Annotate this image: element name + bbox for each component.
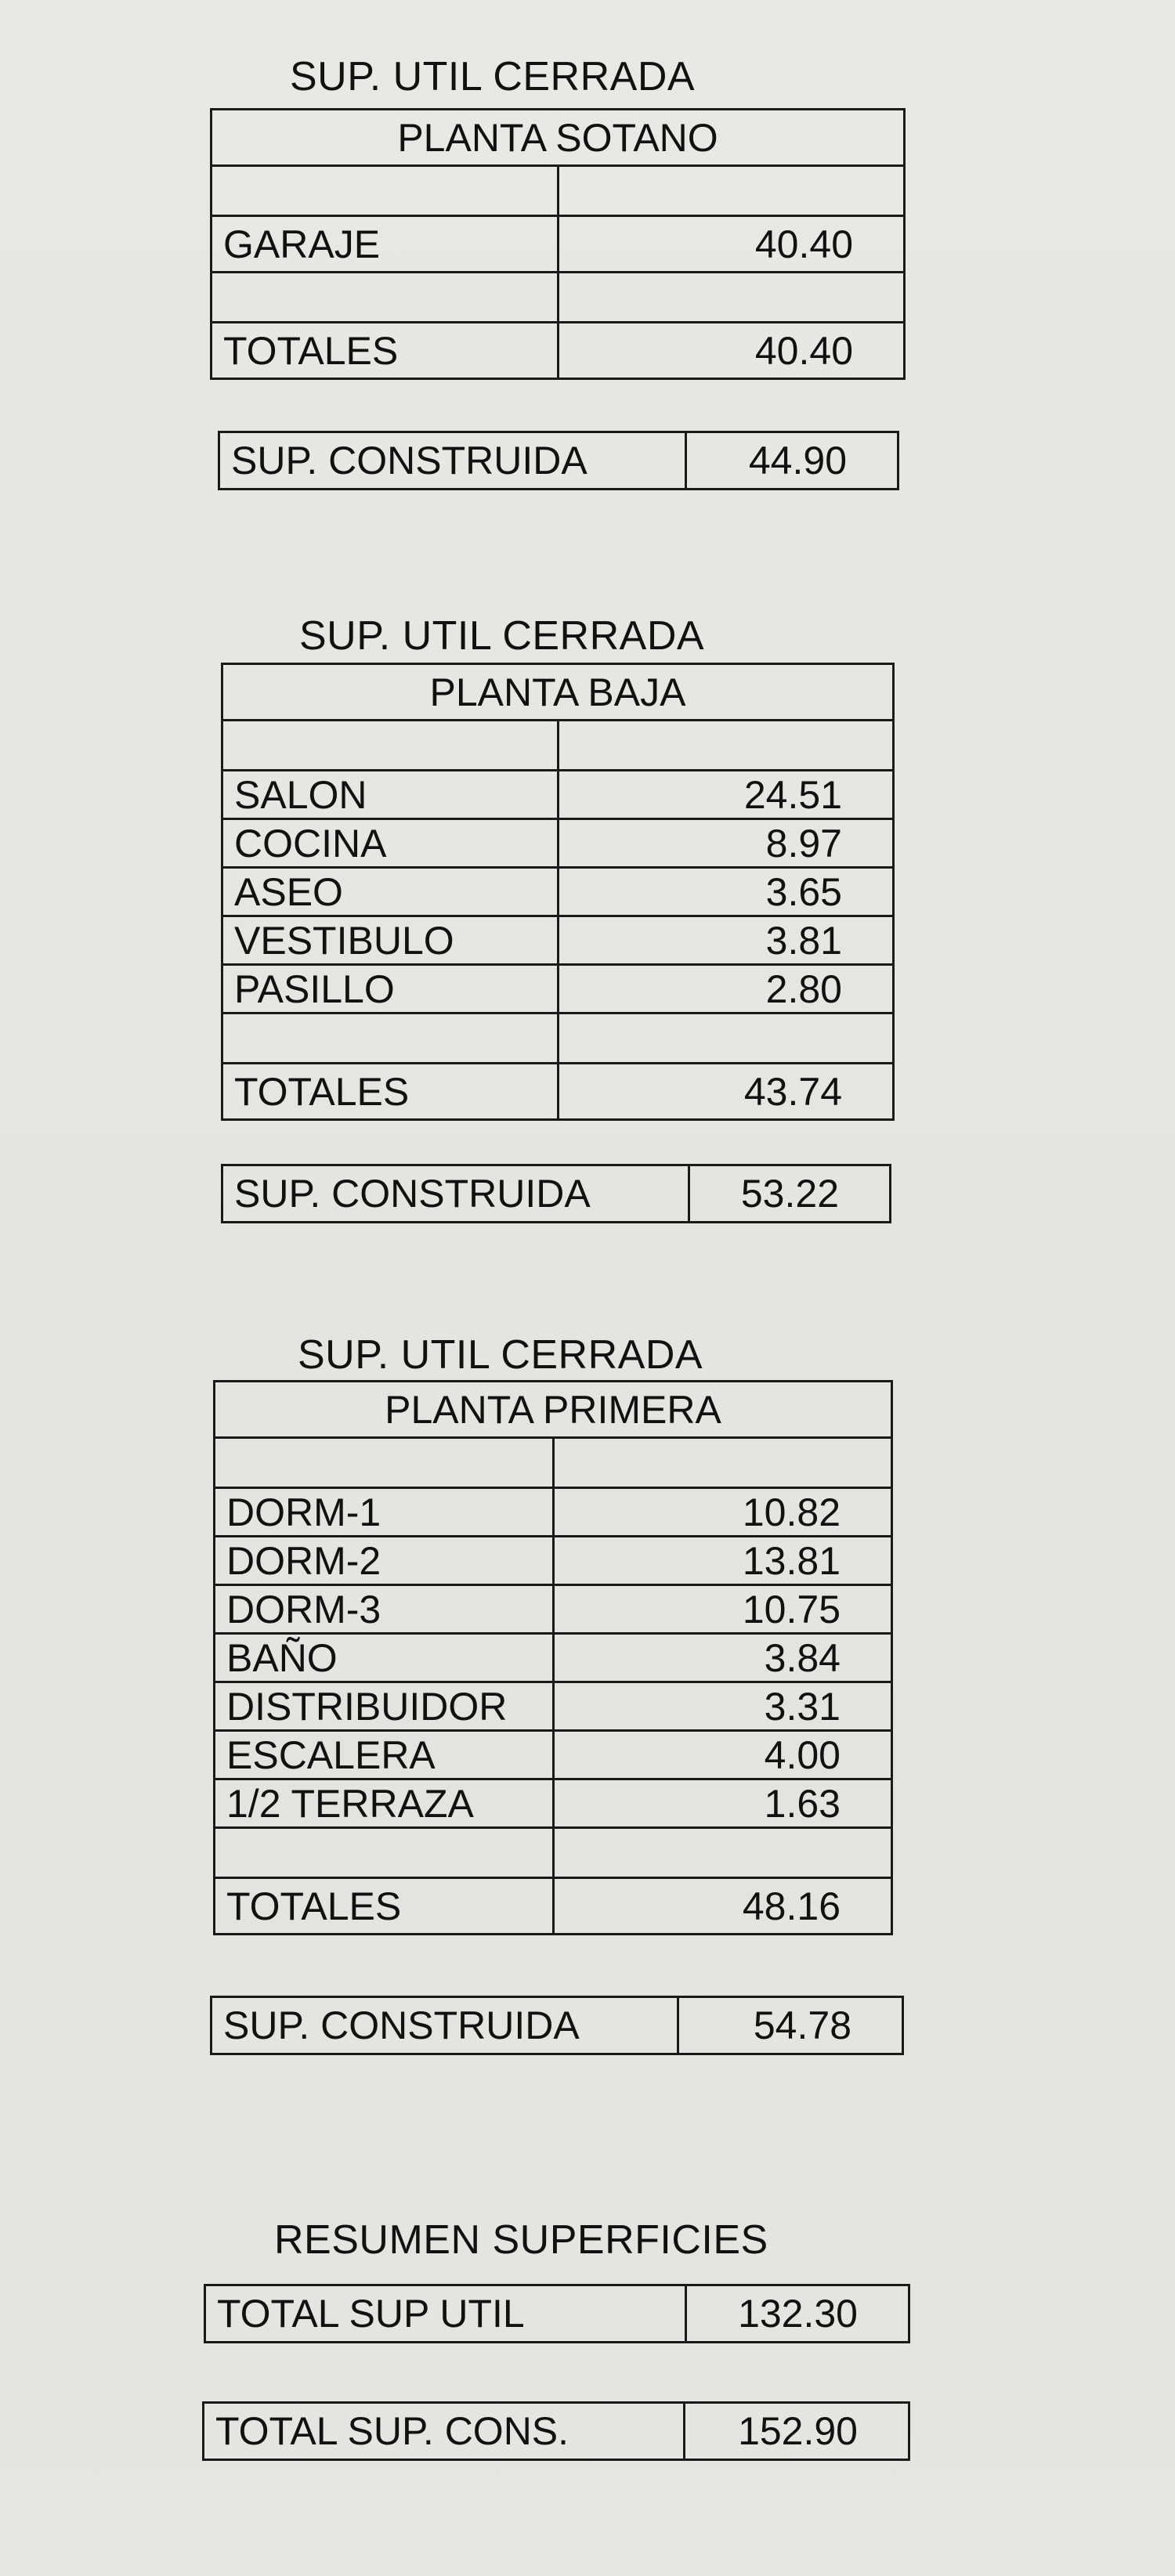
built-area-box: [221, 1164, 891, 1223]
total-util-label: TOTAL SUP UTIL: [206, 2286, 687, 2341]
summary-heading: RESUMEN SUPERFICIES: [274, 2217, 768, 2263]
room-area: 40.40: [558, 216, 905, 273]
floor-title: PLANTA PRIMERA: [215, 1382, 892, 1438]
room-name: DORM-1: [215, 1488, 554, 1537]
section-heading: SUP. UTIL CERRADA: [299, 613, 705, 659]
totals-label: TOTALES: [222, 1064, 559, 1120]
room-area: 2.80: [558, 965, 894, 1013]
built-area-value: 44.90: [748, 439, 847, 482]
floor-title: PLANTA SOTANO: [212, 110, 905, 166]
room-area: 3.31: [553, 1682, 892, 1731]
blank-cell: [558, 166, 905, 216]
blank-cell: [558, 273, 905, 323]
room-area: 3.81: [558, 916, 894, 965]
total-cons-box: [202, 2401, 910, 2461]
blank-cell: [553, 1438, 892, 1488]
room-name: DORM-2: [215, 1537, 554, 1585]
room-area: 24.51: [558, 771, 894, 819]
room-name: SALON: [222, 771, 559, 819]
total-cons-value: 152.90: [738, 2409, 858, 2453]
room-area: 13.81: [553, 1537, 892, 1585]
built-area-value: 54.78: [753, 2003, 851, 2047]
built-area-box: [218, 431, 899, 490]
room-name: ASEO: [222, 868, 559, 916]
built-area-label: SUP. CONSTRUIDA: [220, 433, 687, 488]
room-name: VESTIBULO: [222, 916, 559, 965]
room-area: 10.82: [553, 1488, 892, 1537]
room-name: GARAJE: [212, 216, 559, 273]
area-table-baja: [221, 663, 895, 1121]
totals-value: 43.74: [558, 1064, 894, 1120]
blank-cell: [553, 1828, 892, 1878]
blank-cell: [558, 721, 894, 771]
floor-title: PLANTA BAJA: [222, 664, 894, 721]
section-heading: SUP. UTIL CERRADA: [298, 1332, 703, 1378]
built-area-label: SUP. CONSTRUIDA: [212, 1998, 679, 2053]
area-table-primera: [213, 1380, 893, 1935]
totals-label: TOTALES: [215, 1878, 554, 1935]
blank-cell: [212, 273, 559, 323]
room-area: 3.84: [553, 1634, 892, 1682]
built-area-label: SUP. CONSTRUIDA: [223, 1166, 690, 1221]
blank-cell: [222, 1013, 559, 1064]
room-area: 8.97: [558, 819, 894, 868]
room-name: 1/2 TERRAZA: [215, 1779, 554, 1828]
blank-cell: [212, 166, 559, 216]
room-name: PASILLO: [222, 965, 559, 1013]
room-name: COCINA: [222, 819, 559, 868]
total-util-box: [204, 2284, 910, 2343]
totals-label: TOTALES: [212, 323, 559, 379]
room-name: ESCALERA: [215, 1731, 554, 1779]
built-area-value: 53.22: [740, 1172, 839, 1216]
room-area: 10.75: [553, 1585, 892, 1634]
room-name: DISTRIBUIDOR: [215, 1682, 554, 1731]
area-table-sotano: [210, 108, 906, 380]
room-area: 3.65: [558, 868, 894, 916]
built-area-box: [210, 1996, 904, 2055]
totals-value: 48.16: [553, 1878, 892, 1935]
blank-cell: [215, 1828, 554, 1878]
room-area: 1.63: [553, 1779, 892, 1828]
room-name: DORM-3: [215, 1585, 554, 1634]
room-name: BAÑO: [215, 1634, 554, 1682]
room-area: 4.00: [553, 1731, 892, 1779]
blank-cell: [558, 1013, 894, 1064]
blank-cell: [215, 1438, 554, 1488]
blank-cell: [222, 721, 559, 771]
section-heading: SUP. UTIL CERRADA: [290, 54, 696, 99]
totals-value: 40.40: [558, 323, 905, 379]
total-cons-label: TOTAL SUP. CONS.: [204, 2404, 685, 2459]
total-util-value: 132.30: [738, 2292, 858, 2336]
